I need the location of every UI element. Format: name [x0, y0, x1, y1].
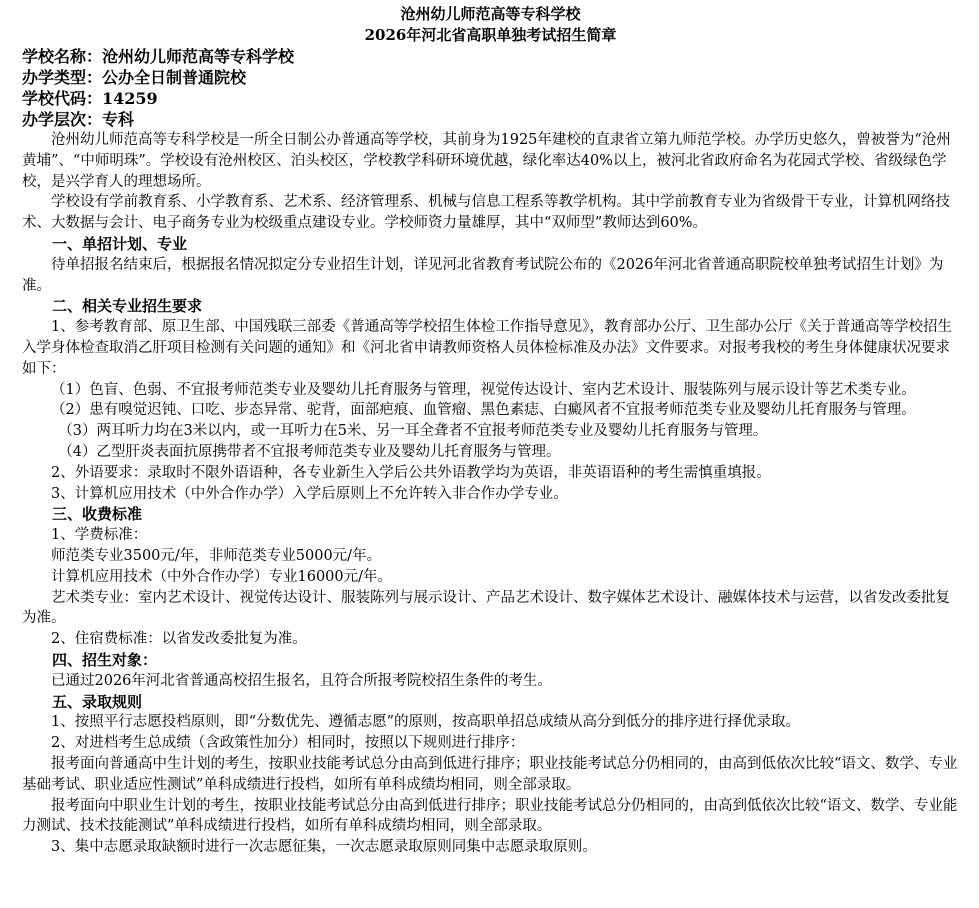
section-heading: 二、相关专业招生要求: [52, 297, 203, 316]
section-paragraph: 3、计算机应用技术（中外合作办学）入学后原则上不允许转入非合作办学专业。: [51, 485, 568, 502]
section-paragraph: 1、学费标准：: [51, 527, 148, 544]
section-paragraph: 1、按照平行志愿投档原则，即“分数优先、遵循志愿”的原则，按高职单招总成绩从高分到低分的排序进行择优录取。: [51, 714, 801, 731]
section-paragraph: 师范类专业3500元/年，非师范类专业5000元/年。: [51, 547, 382, 564]
section-heading: 四、招生对象：: [52, 650, 158, 669]
list-item: （3）两耳听力均在3米以内，或一耳听力在5米、另一耳全聋者不宜报考师范类专业及婴幼儿托育服务与管理。: [58, 423, 768, 440]
section-paragraph: 报考面向中职业生计划的考生，按职业技能考试总分由高到低进行排序；职业技能考试总分仍相同的，由高到低依次比较“语文、数学、专业能力测试、技术技能测试”单科成绩进行投档，如所有单科成绩均相同，则全部录取。: [22, 797, 958, 835]
section-heading: 三、收费标准: [52, 505, 143, 524]
section-paragraph: 2、外语要求：录取时不限外语语种，各专业新生入学后公共外语教学均为英语，非英语语种的考生需慎重填报。: [51, 464, 771, 481]
document-title: 2026年河北省高职单独考试招生简章: [364, 26, 617, 44]
school-name-line: 学校名称：沧州幼儿师范高等专科学校: [22, 47, 295, 66]
intro-paragraph: 沧州幼儿师范高等专科学校是一所全日制公办普通高等学校，其前身为1925年建校的直隶省立第九师范学校。办学历史悠久，曾被誉为“沧州黄埔”、“中师明珠”。学校设有沧州校区、泊头校区，学校教学科研环境优越，绿化率达40%以上，被河北省政府命名为花园式学校、省级绿色学校，是兴学育人的理想场所。: [22, 132, 951, 190]
list-item: （2）患有嗅觉迟钝、口吃、步态异常、驼背，面部疤痕、血管瘤、黑色素痣、白癜风者不宜报考师范类专业及婴幼儿托育服务与管理。: [51, 402, 916, 419]
school-level-line: 办学层次：专科: [22, 110, 135, 129]
school-title: 沧州幼儿师范高等专科学校: [400, 5, 581, 23]
list-item: （1）色盲、色弱、不宜报考师范类专业及婴幼儿托育服务与管理，视觉传达设计、室内艺术设计、服装陈列与展示设计等艺术类专业。: [51, 381, 916, 398]
section-heading: 一、单招计划、专业: [52, 234, 188, 253]
section-paragraph: 2、住宿费标准：以省发改委批复为准。: [51, 631, 307, 648]
list-item: （4）乙型肝炎表面抗原携带者不宜报考师范类专业及婴幼儿托育服务与管理。: [58, 443, 561, 460]
section-paragraph: 计算机应用技术（中外合作办学）专业16000元/年。: [51, 568, 393, 585]
section-paragraph: 待单招报名结束后，根据报名情况拟定分专业招生计划，详见河北省教育考试院公布的《2026年河北省普通高职院校单独考试招生计划》为准。: [22, 256, 944, 294]
section-paragraph: 艺术类专业：室内艺术设计、视觉传达设计、服装陈列与展示设计、产品艺术设计、数字媒体艺术设计、融媒体技术与运营，以省发改委批复为准。: [22, 589, 950, 627]
school-type-line: 办学类型：公办全日制普通院校: [22, 68, 247, 87]
intro-paragraph: 学校设有学前教育系、小学教育系、艺术系、经济管理系、机械与信息工程系等教学机构。其中学前教育专业为省级骨干专业，计算机网络技术、大数据与会计、电子商务专业为校级重点建设专业。学校师资力量雄厚，其中“双师型”教师达到60%。: [22, 194, 950, 232]
section-paragraph: 3、集中志愿录取缺额时进行一次志愿征集，一次志愿录取原则同集中志愿录取原则。: [51, 839, 597, 856]
school-code-line: 学校代码：14259: [22, 89, 158, 108]
section-paragraph: 1、参考教育部、原卫生部、中国残联三部委《普通高等学校招生体检工作指导意见》，教育部办公厅、卫生部办公厅《关于普通高等学校招生入学身体检查取消乙肝项目检测有关问题的通知》和《河北省申请教师资格人员体检标准及办法》文件要求。对报考我校的考生身体健康状况要求如下：: [22, 319, 952, 377]
section-heading: 五、录取规则: [52, 692, 143, 711]
section-paragraph: 已通过2026年河北省普通高校招生报名，且符合所报考院校招生条件的考生。: [51, 672, 552, 689]
section-paragraph: 报考面向普通高中生计划的考生，按职业技能考试总分由高到低进行排序；职业技能考试总分仍相同的，由高到低依次比较“语文、数学、专业基础考试、职业适应性测试”单科成绩进行投档，如所有单科成绩均相同，则全部录取。: [22, 755, 958, 793]
section-paragraph: 2、对进档考生总成绩（含政策性加分）相同时，按照以下规则进行排序：: [51, 735, 525, 752]
